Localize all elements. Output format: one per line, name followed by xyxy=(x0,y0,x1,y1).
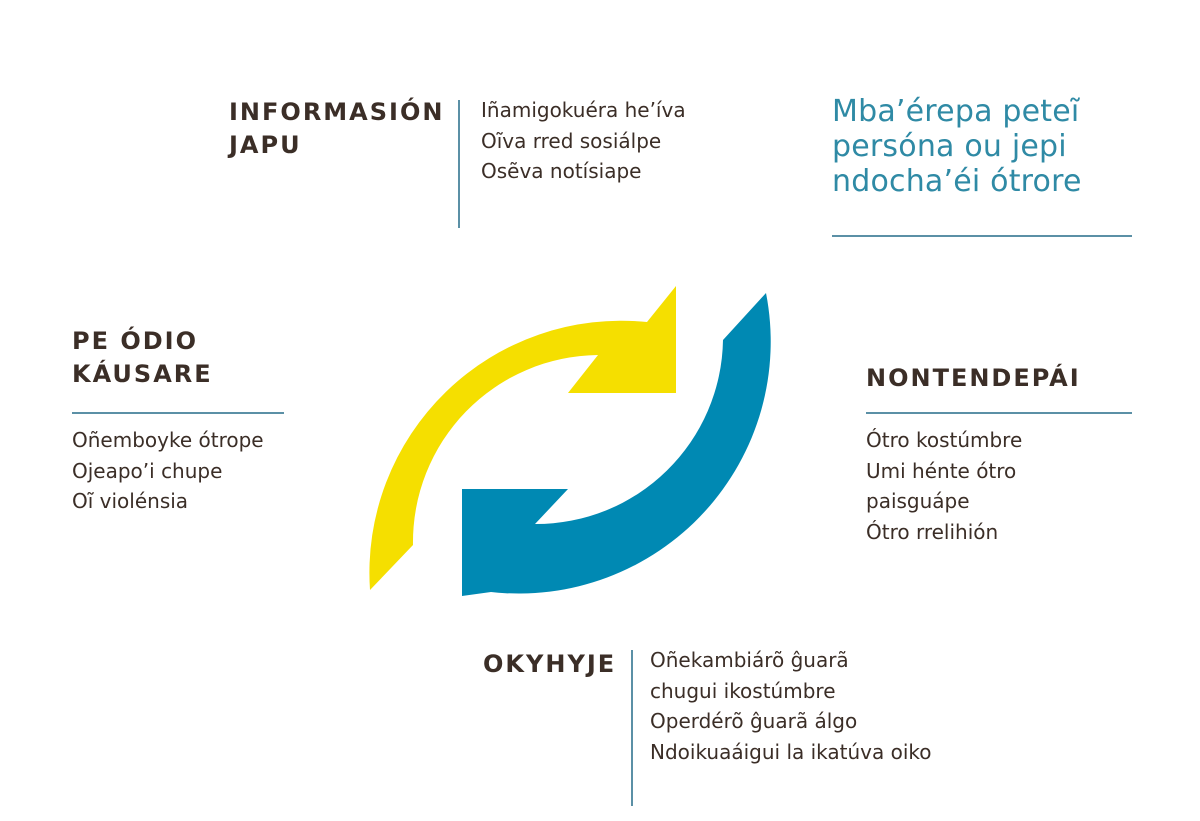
list-item: Oñemboyke ótrope xyxy=(72,428,264,452)
pe-odio-heading-line-2: KÁUSARE xyxy=(72,360,213,388)
list-item: Osẽva notísiape xyxy=(481,159,642,183)
list-item: chugui ikostúmbre xyxy=(650,678,836,703)
list-item: Oñekambiárõ ĝuarã xyxy=(650,648,849,672)
title-line-3: ndocha’éi ótrore xyxy=(832,164,1082,199)
list-item: Operdérõ ĝuarã álgo xyxy=(650,709,858,733)
list-item: Ojeapo’i chupe xyxy=(72,458,223,483)
list-item: paisguápe xyxy=(866,489,970,513)
okyhyje-heading-line-1: OKYHYJE xyxy=(483,650,617,678)
list-item: Ótro rrelihión xyxy=(866,519,999,544)
list-item: Umi hénte ótro xyxy=(866,458,1017,483)
title-line-2: persóna ou jepi xyxy=(832,129,1067,164)
informasion-heading-line-2: JAPU xyxy=(229,131,302,159)
list-item: Ótro kostúmbre xyxy=(866,428,1023,452)
pe-odio-heading-line-1: PE ÓDIO xyxy=(72,327,198,355)
nontendepai-heading-line-1: NONTENDEPÁI xyxy=(866,364,1081,392)
informasion-heading-line-1: INFORMASIÓN xyxy=(229,98,445,126)
title-line-1: Mba’érepa peteĩ xyxy=(832,94,1080,129)
list-item: Oĩ violénsia xyxy=(72,489,189,513)
list-item: Iñamigokuéra he’íva xyxy=(481,98,686,122)
list-item: Ndoikuaáigui la ikatúva oiko xyxy=(650,739,932,764)
list-item: Oĩva rred sosiálpe xyxy=(481,128,662,153)
